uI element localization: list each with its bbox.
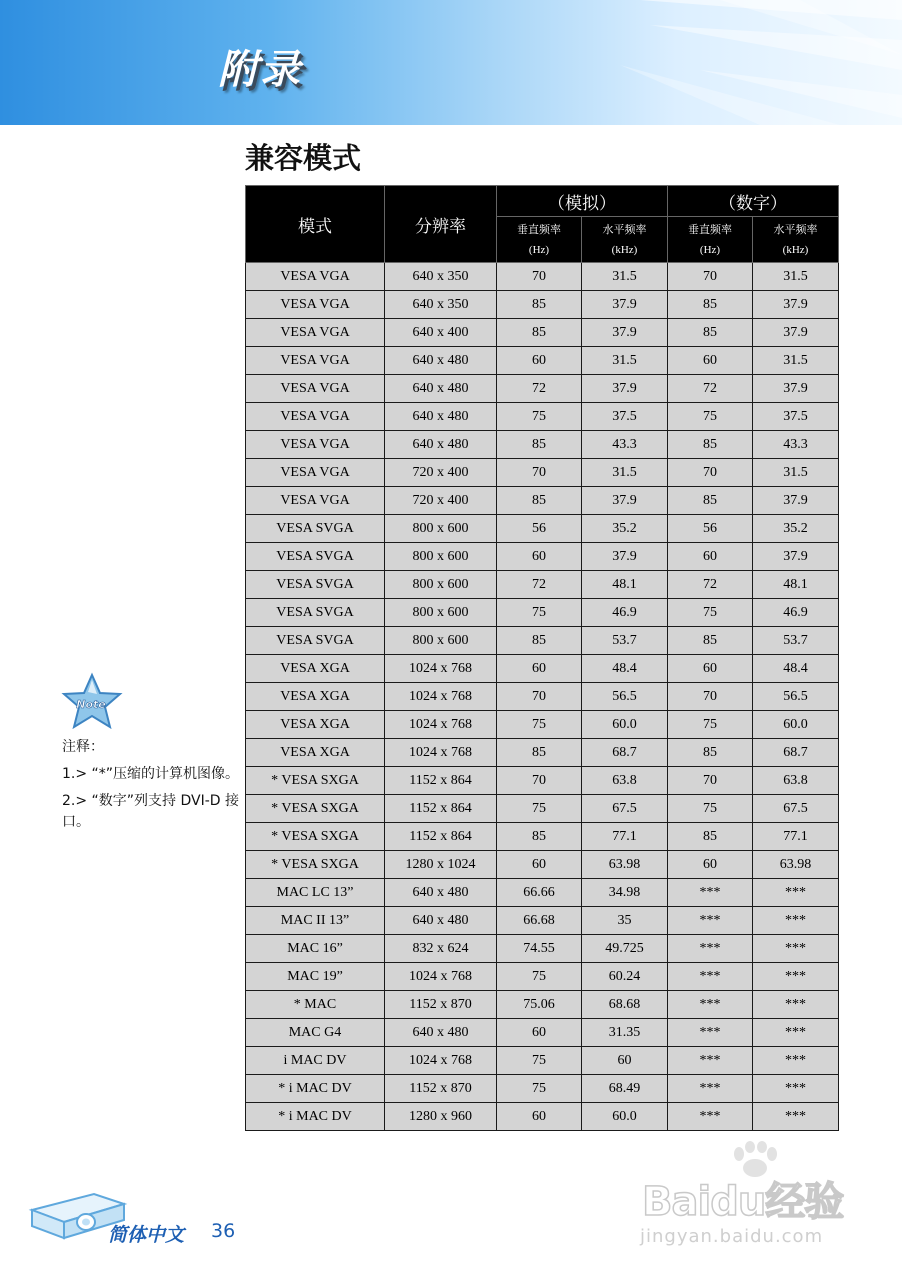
table-cell: 1280 x 1024 bbox=[385, 851, 497, 879]
table-cell: 48.4 bbox=[582, 655, 668, 683]
table-cell: VESA SVGA bbox=[246, 627, 385, 655]
table-cell: 640 x 480 bbox=[385, 431, 497, 459]
table-cell: 56 bbox=[668, 515, 753, 543]
table-cell: 31.5 bbox=[753, 459, 839, 487]
table-cell: 60 bbox=[497, 655, 582, 683]
table-row bbox=[246, 1103, 839, 1131]
table-cell: 640 x 480 bbox=[385, 375, 497, 403]
table-cell: 832 x 624 bbox=[385, 935, 497, 963]
table-cell: 37.9 bbox=[753, 319, 839, 347]
table-cell: 85 bbox=[497, 739, 582, 767]
table-cell: *** bbox=[668, 935, 753, 963]
table-row bbox=[246, 851, 839, 879]
table-cell: 37.5 bbox=[753, 403, 839, 431]
table-cell: 1152 x 864 bbox=[385, 823, 497, 851]
table-cell: 60 bbox=[497, 347, 582, 375]
table-cell: 75 bbox=[668, 599, 753, 627]
table-row bbox=[246, 935, 839, 963]
table-row bbox=[246, 991, 839, 1019]
table-cell: 35.2 bbox=[753, 515, 839, 543]
table-cell: VESA XGA bbox=[246, 739, 385, 767]
header-resolution: 分辨率 bbox=[385, 186, 497, 263]
table-cell: 85 bbox=[497, 627, 582, 655]
table-cell: VESA VGA bbox=[246, 291, 385, 319]
table-cell: 60.0 bbox=[753, 711, 839, 739]
table-cell: 60 bbox=[668, 851, 753, 879]
table-cell: 800 x 600 bbox=[385, 599, 497, 627]
table-cell: 640 x 350 bbox=[385, 291, 497, 319]
table-cell: 75 bbox=[497, 963, 582, 991]
table-cell: 640 x 480 bbox=[385, 907, 497, 935]
watermark-url: jingyan.baidu.com bbox=[640, 1226, 824, 1247]
table-row bbox=[246, 375, 839, 403]
table-cell: 60 bbox=[497, 1103, 582, 1131]
table-cell: MAC 19” bbox=[246, 963, 385, 991]
table-cell: 48.4 bbox=[753, 655, 839, 683]
table-cell: 31.5 bbox=[582, 347, 668, 375]
sub-header-unit: (Hz) bbox=[528, 243, 550, 256]
table-row bbox=[246, 683, 839, 711]
table-cell: *** bbox=[668, 1047, 753, 1075]
table-cell: 60 bbox=[497, 543, 582, 571]
table-cell: 85 bbox=[668, 627, 753, 655]
table-cell: 70 bbox=[668, 683, 753, 711]
table-cell: VESA SVGA bbox=[246, 515, 385, 543]
table-cell: 56 bbox=[497, 515, 582, 543]
table-cell: 43.3 bbox=[582, 431, 668, 459]
table-cell: 37.9 bbox=[753, 487, 839, 515]
table-cell: 37.9 bbox=[582, 487, 668, 515]
table-cell: 85 bbox=[668, 487, 753, 515]
table-cell: 53.7 bbox=[753, 627, 839, 655]
table-cell: *** bbox=[668, 963, 753, 991]
table-cell: 37.9 bbox=[753, 375, 839, 403]
table-cell: *** bbox=[668, 879, 753, 907]
table-cell: VESA VGA bbox=[246, 431, 385, 459]
footer-page-number: 36 bbox=[211, 1220, 236, 1242]
table-cell: 56.5 bbox=[753, 683, 839, 711]
table-cell: VESA VGA bbox=[246, 319, 385, 347]
baidu-watermark bbox=[640, 1140, 860, 1270]
sub-header-unit: (kHz) bbox=[782, 243, 809, 256]
note-badge-text: Note bbox=[76, 698, 106, 711]
table-cell: 48.1 bbox=[753, 571, 839, 599]
table-cell: 60.0 bbox=[582, 711, 668, 739]
table-cell: 31.5 bbox=[753, 347, 839, 375]
table-cell: 63.98 bbox=[582, 851, 668, 879]
compatibility-table bbox=[245, 185, 839, 1131]
table-row bbox=[246, 459, 839, 487]
table-cell: 70 bbox=[497, 459, 582, 487]
table-cell: 85 bbox=[668, 431, 753, 459]
table-row bbox=[246, 599, 839, 627]
table-cell: 85 bbox=[497, 291, 582, 319]
table-cell: 37.9 bbox=[582, 291, 668, 319]
table-cell: 56.5 bbox=[582, 683, 668, 711]
footer-language: 简体中文 bbox=[108, 1224, 185, 1246]
table-cell: 720 x 400 bbox=[385, 459, 497, 487]
table-row bbox=[246, 655, 839, 683]
table-cell: 72 bbox=[497, 571, 582, 599]
table-cell: 60 bbox=[668, 347, 753, 375]
table-cell: 85 bbox=[497, 319, 582, 347]
table-cell: 640 x 480 bbox=[385, 347, 497, 375]
table-cell: 70 bbox=[497, 767, 582, 795]
banner-rays-decoration bbox=[0, 0, 902, 125]
table-cell: VESA VGA bbox=[246, 347, 385, 375]
table-cell: * VESA SXGA bbox=[246, 795, 385, 823]
table-cell: 67.5 bbox=[753, 795, 839, 823]
table-cell: MAC LC 13” bbox=[246, 879, 385, 907]
table-cell: 1152 x 864 bbox=[385, 767, 497, 795]
table-cell: 85 bbox=[668, 319, 753, 347]
table-cell: 800 x 600 bbox=[385, 571, 497, 599]
header-analog-group: （模拟） bbox=[497, 186, 668, 217]
table-cell: 37.9 bbox=[582, 375, 668, 403]
table-row bbox=[246, 963, 839, 991]
table-row bbox=[246, 319, 839, 347]
page-header-title: 附录 bbox=[218, 47, 302, 93]
header-digital-group: （数字） bbox=[668, 186, 839, 217]
table-cell: 70 bbox=[668, 263, 753, 291]
table-cell: 70 bbox=[497, 263, 582, 291]
table-cell: 75 bbox=[497, 795, 582, 823]
table-row bbox=[246, 571, 839, 599]
table-cell: 60 bbox=[497, 851, 582, 879]
table-cell: 1280 x 960 bbox=[385, 1103, 497, 1131]
table-cell: 53.7 bbox=[582, 627, 668, 655]
table-cell: 75 bbox=[668, 711, 753, 739]
table-cell: VESA XGA bbox=[246, 711, 385, 739]
table-cell: VESA VGA bbox=[246, 459, 385, 487]
note-star-icon bbox=[60, 672, 124, 732]
table-row bbox=[246, 711, 839, 739]
table-cell: 35.2 bbox=[582, 515, 668, 543]
section-title: 兼容模式 bbox=[245, 141, 362, 175]
table-cell: 49.725 bbox=[582, 935, 668, 963]
table-cell: *** bbox=[753, 991, 839, 1019]
table-cell: 46.9 bbox=[753, 599, 839, 627]
header-digital-vertical-frequency bbox=[668, 217, 753, 263]
header-digital-horizontal-frequency bbox=[753, 217, 839, 263]
notes-title: 注释： bbox=[62, 739, 104, 755]
table-cell: * i MAC DV bbox=[246, 1075, 385, 1103]
table-cell: 640 x 480 bbox=[385, 403, 497, 431]
table-cell: 31.5 bbox=[582, 459, 668, 487]
table-cell: *** bbox=[668, 991, 753, 1019]
table-cell: 77.1 bbox=[753, 823, 839, 851]
table-cell: *** bbox=[753, 1019, 839, 1047]
table-cell: 66.66 bbox=[497, 879, 582, 907]
table-cell: 75 bbox=[497, 1075, 582, 1103]
table-cell: 75 bbox=[497, 599, 582, 627]
table-cell: 60.24 bbox=[582, 963, 668, 991]
table-cell: 800 x 600 bbox=[385, 515, 497, 543]
table-cell: * i MAC DV bbox=[246, 1103, 385, 1131]
table-cell: 1152 x 870 bbox=[385, 1075, 497, 1103]
table-cell: 640 x 480 bbox=[385, 879, 497, 907]
table-cell: 85 bbox=[668, 739, 753, 767]
table-cell: 37.9 bbox=[582, 543, 668, 571]
table-cell: 640 x 400 bbox=[385, 319, 497, 347]
table-cell: 75 bbox=[668, 795, 753, 823]
table-cell: 85 bbox=[497, 823, 582, 851]
table-cell: 70 bbox=[668, 767, 753, 795]
table-row bbox=[246, 739, 839, 767]
table-cell: *** bbox=[668, 1019, 753, 1047]
sub-header-unit: (kHz) bbox=[611, 243, 638, 256]
table-cell: 37.9 bbox=[753, 291, 839, 319]
table-row bbox=[246, 543, 839, 571]
table-cell: 60 bbox=[668, 543, 753, 571]
table-cell: 31.5 bbox=[753, 263, 839, 291]
table-cell: *** bbox=[753, 963, 839, 991]
table-cell: 800 x 600 bbox=[385, 543, 497, 571]
table-cell: 1024 x 768 bbox=[385, 1047, 497, 1075]
table-cell: MAC II 13” bbox=[246, 907, 385, 935]
table-row bbox=[246, 1047, 839, 1075]
table-cell: * VESA SXGA bbox=[246, 823, 385, 851]
table-cell: VESA SVGA bbox=[246, 599, 385, 627]
table-cell: 46.9 bbox=[582, 599, 668, 627]
table-cell: 31.35 bbox=[582, 1019, 668, 1047]
table-cell: 74.55 bbox=[497, 935, 582, 963]
table-cell: 66.68 bbox=[497, 907, 582, 935]
table-cell: 720 x 400 bbox=[385, 487, 497, 515]
table-cell: 72 bbox=[668, 375, 753, 403]
watermark-logo-text: Baidu经验 bbox=[642, 1179, 844, 1225]
table-cell: VESA VGA bbox=[246, 263, 385, 291]
table-cell: 68.68 bbox=[582, 991, 668, 1019]
table-row bbox=[246, 347, 839, 375]
table-cell: 85 bbox=[668, 291, 753, 319]
table-cell: *** bbox=[668, 1075, 753, 1103]
table-cell: 75 bbox=[497, 403, 582, 431]
table-row bbox=[246, 291, 839, 319]
table-row bbox=[246, 515, 839, 543]
header-mode: 模式 bbox=[246, 186, 385, 263]
table-cell: * VESA SXGA bbox=[246, 851, 385, 879]
table-cell: 75 bbox=[668, 403, 753, 431]
table-cell: 37.5 bbox=[582, 403, 668, 431]
table-cell: 60 bbox=[668, 655, 753, 683]
sub-header-label: 垂直频率 bbox=[688, 222, 732, 236]
table-cell: 1024 x 768 bbox=[385, 655, 497, 683]
table-cell: 43.3 bbox=[753, 431, 839, 459]
notes-panel bbox=[62, 737, 240, 839]
table-cell: *** bbox=[753, 1103, 839, 1131]
table-cell: 37.9 bbox=[582, 319, 668, 347]
table-cell: 70 bbox=[668, 459, 753, 487]
table-cell: 72 bbox=[497, 375, 582, 403]
table-cell: VESA XGA bbox=[246, 683, 385, 711]
table-cell: VESA VGA bbox=[246, 375, 385, 403]
table-cell: 70 bbox=[497, 683, 582, 711]
table-cell: 1152 x 870 bbox=[385, 991, 497, 1019]
table-row bbox=[246, 431, 839, 459]
table-cell: 68.7 bbox=[582, 739, 668, 767]
sub-header-unit: (Hz) bbox=[699, 243, 721, 256]
note-item: 1.> “*”压缩的计算机图像。 bbox=[62, 766, 240, 782]
table-cell: 1024 x 768 bbox=[385, 963, 497, 991]
sub-header-label: 垂直频率 bbox=[517, 222, 561, 236]
table-cell: *** bbox=[668, 907, 753, 935]
table-cell: 67.5 bbox=[582, 795, 668, 823]
table-cell: *** bbox=[753, 1075, 839, 1103]
table-cell: 85 bbox=[668, 823, 753, 851]
table-cell: 68.7 bbox=[753, 739, 839, 767]
table-row bbox=[246, 795, 839, 823]
table-cell: 60 bbox=[582, 1047, 668, 1075]
table-cell: i MAC DV bbox=[246, 1047, 385, 1075]
table-cell: 77.1 bbox=[582, 823, 668, 851]
header-analog-vertical-frequency bbox=[497, 217, 582, 263]
table-cell: 75 bbox=[497, 711, 582, 739]
table-cell: VESA XGA bbox=[246, 655, 385, 683]
table-cell: VESA VGA bbox=[246, 487, 385, 515]
table-row bbox=[246, 403, 839, 431]
table-row bbox=[246, 1019, 839, 1047]
table-row bbox=[246, 627, 839, 655]
table-cell: *** bbox=[753, 1047, 839, 1075]
table-body bbox=[246, 263, 839, 1131]
table-cell: 85 bbox=[497, 431, 582, 459]
table-cell: 1024 x 768 bbox=[385, 739, 497, 767]
table-row bbox=[246, 907, 839, 935]
table-cell: 63.98 bbox=[753, 851, 839, 879]
table-cell: 48.1 bbox=[582, 571, 668, 599]
table-cell: VESA SVGA bbox=[246, 543, 385, 571]
table-cell: 1024 x 768 bbox=[385, 683, 497, 711]
table-cell: * VESA SXGA bbox=[246, 767, 385, 795]
table-row bbox=[246, 767, 839, 795]
table-cell: 63.8 bbox=[582, 767, 668, 795]
table-cell: 63.8 bbox=[753, 767, 839, 795]
table-row bbox=[246, 263, 839, 291]
table-cell: 35 bbox=[582, 907, 668, 935]
table-cell: 60 bbox=[497, 1019, 582, 1047]
table-cell: *** bbox=[753, 935, 839, 963]
table-cell: MAC G4 bbox=[246, 1019, 385, 1047]
table-cell: 1152 x 864 bbox=[385, 795, 497, 823]
table-cell: 31.5 bbox=[582, 263, 668, 291]
table-cell: 68.49 bbox=[582, 1075, 668, 1103]
table-cell: 72 bbox=[668, 571, 753, 599]
table-cell: 75.06 bbox=[497, 991, 582, 1019]
header-banner bbox=[0, 0, 902, 125]
table-cell: 75 bbox=[497, 1047, 582, 1075]
table-cell: *** bbox=[753, 879, 839, 907]
note-item: 2.> “数字”列支持 DVI-D 接口。 bbox=[62, 793, 240, 830]
sub-header-label: 水平频率 bbox=[773, 222, 818, 236]
table-cell: 34.98 bbox=[582, 879, 668, 907]
table-cell: 1024 x 768 bbox=[385, 711, 497, 739]
table-cell: MAC 16” bbox=[246, 935, 385, 963]
table-cell: 60.0 bbox=[582, 1103, 668, 1131]
table-cell: *** bbox=[753, 907, 839, 935]
table-cell: VESA VGA bbox=[246, 403, 385, 431]
header-analog-horizontal-frequency bbox=[582, 217, 668, 263]
table-cell: 85 bbox=[497, 487, 582, 515]
table-row bbox=[246, 1075, 839, 1103]
table-cell: 800 x 600 bbox=[385, 627, 497, 655]
sub-header-label: 水平频率 bbox=[602, 222, 647, 236]
table-row bbox=[246, 879, 839, 907]
table-cell: 640 x 350 bbox=[385, 263, 497, 291]
table-cell: VESA SVGA bbox=[246, 571, 385, 599]
table-cell: *** bbox=[668, 1103, 753, 1131]
table-cell: 37.9 bbox=[753, 543, 839, 571]
table-row bbox=[246, 487, 839, 515]
table-row bbox=[246, 823, 839, 851]
table-cell: * MAC bbox=[246, 991, 385, 1019]
table-cell: 640 x 480 bbox=[385, 1019, 497, 1047]
